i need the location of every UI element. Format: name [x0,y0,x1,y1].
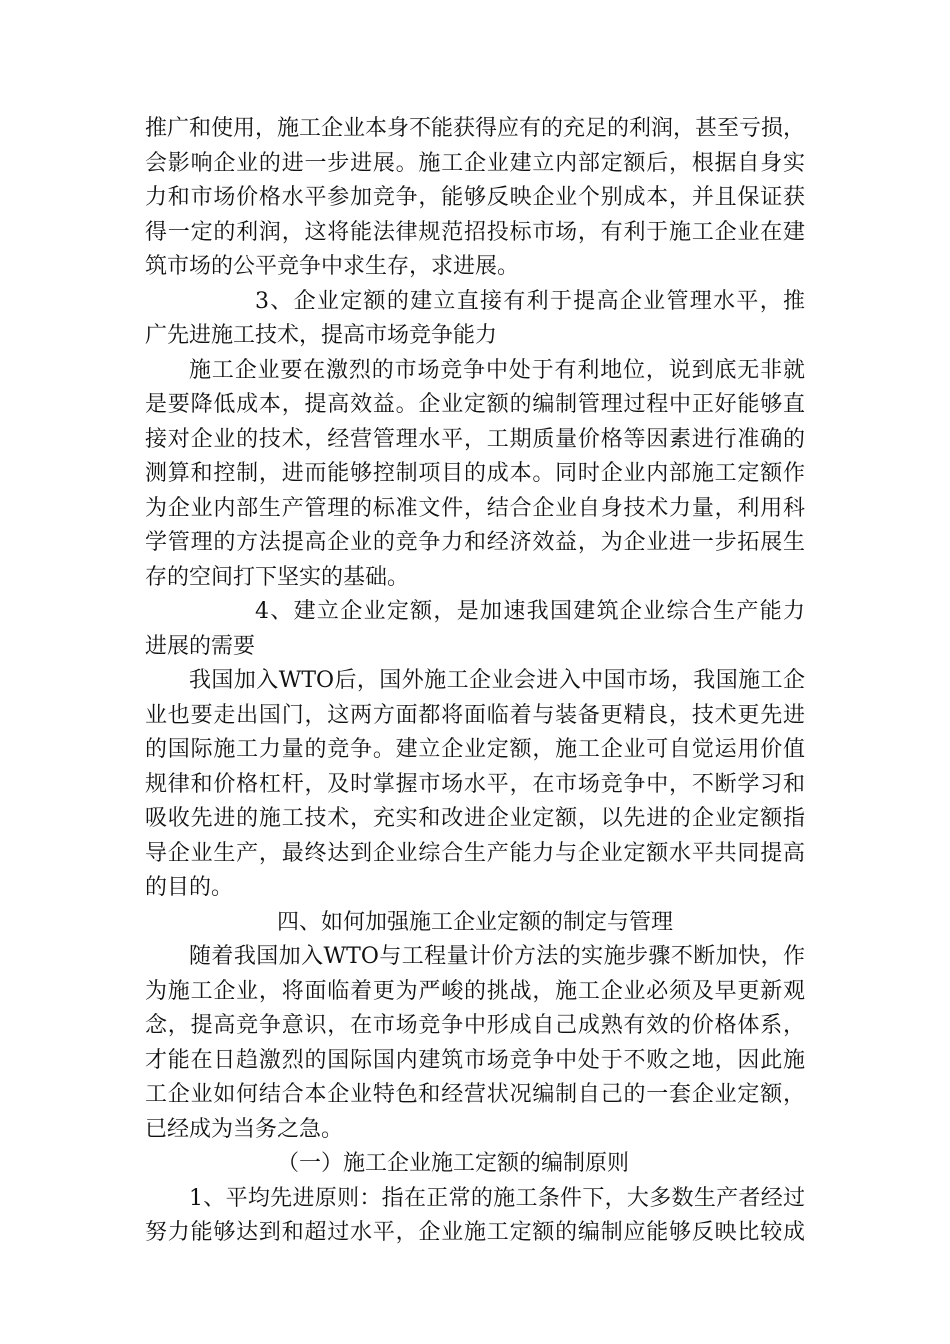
paragraph-line: 随着我国加入WTO与工程量计价方法的实施步骤不断加快，作 [189,944,805,969]
paragraph-line: 接对企业的技术，经营管理水平，工期质量价格等因素进行准确的 [145,426,805,452]
paragraph-line: 测算和控制，进而能够控制项目的成本。同时企业内部施工定额作 [145,461,805,486]
document-body [145,112,805,1251]
paragraph-line: 已经成为当务之急。 [145,1116,344,1142]
section-heading-4: 4、建立企业定额，是加速我国建筑企业综合生产能力 [255,599,805,624]
paragraph-line: 才能在日趋激烈的国际国内建筑市场竞争中处于不败之地，因此施 [145,1047,805,1073]
paragraph-line: 施工企业要在激烈的市场竞争中处于有利地位，说到底无非就 [189,357,805,383]
paragraph-line: 筑市场的公平竞争中求生存，求进展。 [145,254,520,279]
paragraph-line: 的目的。 [145,875,234,900]
paragraph-line: 是要降低成本，提高效益。企业定额的编制管理过程中正好能够直 [145,392,805,417]
paragraph-line: 工企业如何结合本企业特色和经营状况编制自己的一套企业定额， [145,1082,805,1107]
paragraph-line: 规律和价格杠杆，及时掌握市场水平，在市场竞争中，不断学习和 [145,771,805,797]
paragraph-line: 的国际施工力量的竞争。建立企业定额，施工企业可自觉运用价值 [145,737,805,762]
section-heading-4-cont: 进展的需要 [145,633,256,659]
paragraph-line: 为施工企业，将面临着更为严峻的挑战，施工企业必须及早更新观 [145,978,805,1004]
paragraph-line: 念，提高竞争意识，在市场竞争中形成自己成熟有效的价格体系， [145,1013,805,1038]
paragraph-line: 业也要走出国门，这两方面都将面临着与装备更精良，技术更先进 [145,702,805,728]
paragraph-line: 得一定的利润，这将能法律规范招投标市场，有利于施工企业在建 [145,219,805,245]
paragraph-line: 我国加入WTO后，国外施工企业会进入中国市场，我国施工企 [189,668,805,693]
paragraph-line: 会影响企业的进一步进展。施工企业建立内部定额后，根据自身实 [145,150,805,176]
paragraph-line: 1、平均先进原则：指在正常的施工条件下，大多数生产者经过 [189,1185,805,1211]
subsection-heading: （一）施工企业施工定额的编制原则 [277,1151,630,1176]
paragraph-line: 学管理的方法提高企业的竞争力和经济效益，为企业进一步拓展生 [145,530,805,555]
section-heading-3: 3、企业定额的建立直接有利于提高企业管理水平，推 [255,288,805,314]
chapter-heading: 四、如何加强施工企业定额的制定与管理 [277,909,674,935]
paragraph-line: 推广和使用，施工企业本身不能获得应有的充足的利润，甚至亏损， [145,116,806,141]
paragraph-line: 为企业内部生产管理的标准文件，结合企业自身技术力量，利用科 [145,495,805,521]
paragraph-line: 力和市场价格水平参加竞争，能够反映企业个别成本，并且保证获 [145,185,805,210]
section-heading-3-cont: 广先进施工技术，提高市场竞争能力 [145,323,498,348]
paragraph-line: 导企业生产，最终达到企业综合生产能力与企业定额水平共同提高 [145,840,805,866]
paragraph-line: 努力能够达到和超过水平，企业施工定额的编制应能够反映比较成 [145,1220,805,1245]
paragraph-line: 吸收先进的施工技术，充实和改进企业定额，以先进的企业定额指 [145,806,805,831]
paragraph-line: 存的空间打下坚实的基础。 [145,564,410,590]
